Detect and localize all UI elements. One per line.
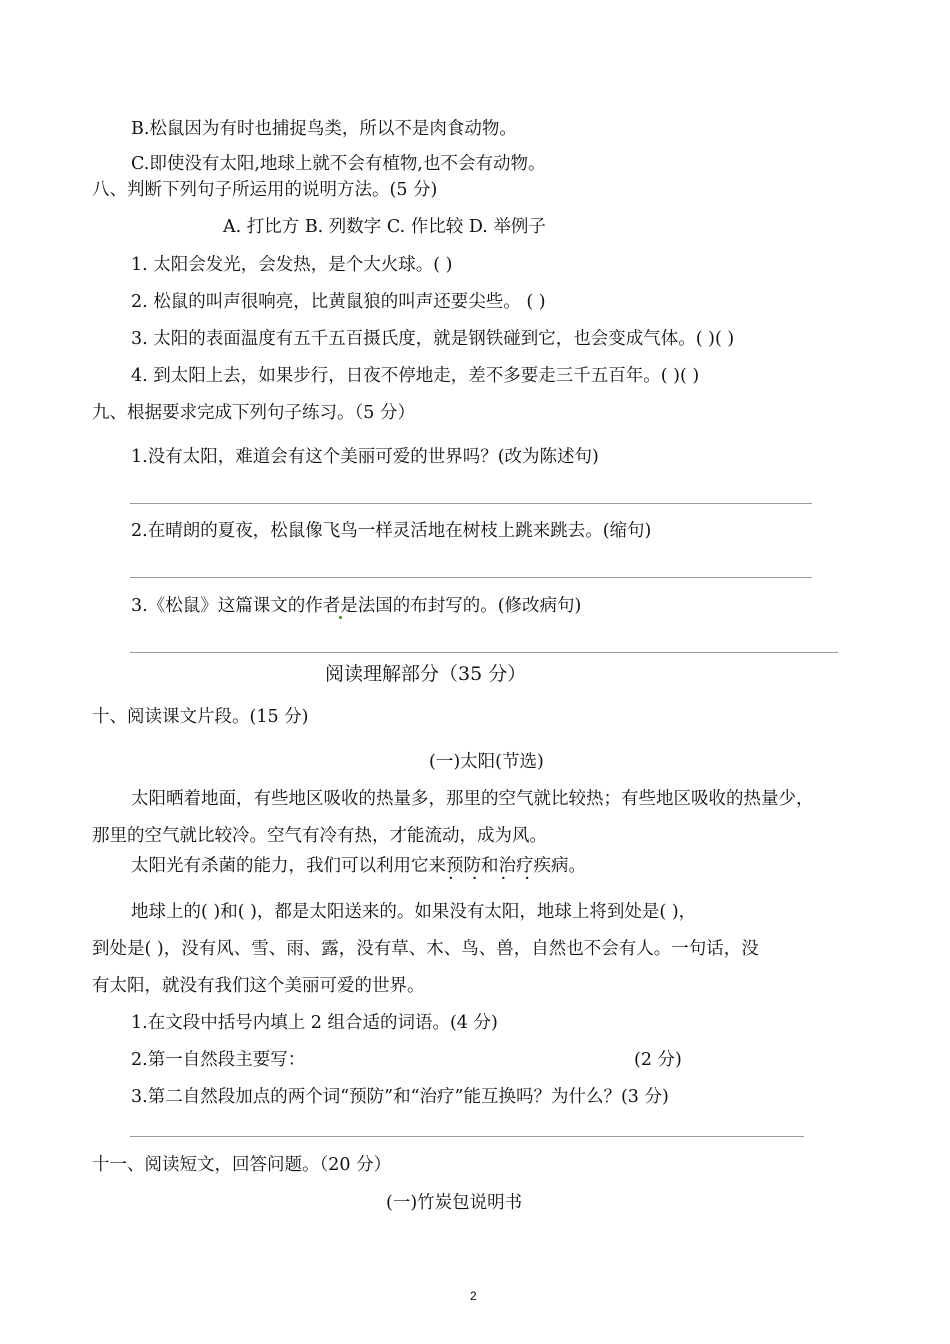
q9-answer-line-2[interactable] (130, 577, 812, 578)
q10-dotted-word-prevent: 预防 · · (446, 856, 481, 876)
q10-p1-line2: 那里的空气就比较冷。空气有冷有热，才能流动，成为风。 (92, 826, 547, 846)
q7-option-c: C.即使没有太阳,地球上就不会有植物,也不会有动物。 (131, 154, 546, 174)
q8-item-4: 4. 到太阳上去，如果步行，日夜不停地走，差不多要走三千五百年。( )( ) (131, 366, 700, 386)
q10-p3-line1: 地球上的( )和( )，都是太阳送来的。如果没有太阳，地球上将到处是( )， (131, 902, 697, 922)
q10-p2 (131, 858, 586, 876)
page-number: 2 (470, 1289, 477, 1303)
q9-answer-line-1[interactable] (130, 503, 812, 504)
q10-question-3: 3.第二自然段加点的两个词“预防”和“治疗”能互换吗？为什么？(3 分) (131, 1087, 669, 1107)
q10-p2-text-c: 疾病。 (533, 856, 586, 876)
q10-title: 十、阅读课文片段。(15 分) (92, 707, 309, 727)
q11-passage-title: (一)竹炭包说明书 (386, 1193, 523, 1213)
q10-p2-text-b: 和 (481, 856, 499, 876)
q8-title: 八、判断下列句子所运用的说明方法。(5 分) (92, 180, 438, 200)
q10-answer-line[interactable] (130, 1136, 804, 1137)
q10-p3-line3: 有太阳，就没有我们这个美丽可爱的世界。 (92, 976, 425, 996)
q10-p2-text-a: 太阳光有杀菌的能力，我们可以利用它来 (131, 856, 446, 876)
q10-question-2-score: (2 分) (634, 1050, 682, 1070)
q10-passage-title: (一)太阳(节选) (429, 752, 544, 772)
q8-options: A. 打比方 B. 列数字 C. 作比较 D. 举例子 (223, 217, 546, 237)
q9-item-2: 2.在晴朗的夏夜，松鼠像飞鸟一样灵活地在树枝上跳来跳去。(缩句) (131, 521, 652, 541)
q9-title: 九、根据要求完成下列句子练习。（5 分） (92, 403, 415, 423)
q10-question-1: 1.在文段中括号内填上 2 组合适的词语。(4 分) (131, 1013, 498, 1033)
q9-item-1: 1.没有太阳，难道会有这个美丽可爱的世界吗？(改为陈述句) (131, 447, 599, 467)
q8-item-3: 3. 太阳的表面温度有五千五百摄氏度，就是钢铁碰到它，也会变成气体。( )( ) (131, 329, 735, 349)
section-heading: 阅读理解部分（35 分） (325, 663, 527, 685)
q8-item-1: 1. 太阳会发光，会发热，是个大火球。( ) (131, 255, 453, 275)
q10-question-2: 2.第一自然段主要写： (131, 1050, 306, 1070)
q10-p3-line2: 到处是( )，没有风、雪、雨、露，没有草、木、鸟、兽，自然也不会有人。一句话，没 (92, 939, 759, 959)
q7-option-b: B.松鼠因为有时也捕捉鸟类，所以不是肉食动物。 (131, 119, 517, 139)
q9-answer-line-3[interactable] (130, 652, 838, 653)
q10-p1-line1: 太阳晒着地面，有些地区吸收的热量多，那里的空气就比较热；有些地区吸收的热量少， (131, 789, 814, 809)
stray-green-mark (339, 616, 342, 619)
q8-item-2: 2. 松鼠的叫声很响亮，比黄鼠狼的叫声还要尖些。 ( ) (131, 292, 546, 312)
q10-dotted-word-treat: 治疗 · · (499, 856, 534, 876)
q9-item-3: 3.《松鼠》这篇课文的作者是法国的布封写的。(修改病句) (131, 596, 582, 616)
q11-title: 十一、阅读短文，回答问题。（20 分） (92, 1155, 392, 1175)
